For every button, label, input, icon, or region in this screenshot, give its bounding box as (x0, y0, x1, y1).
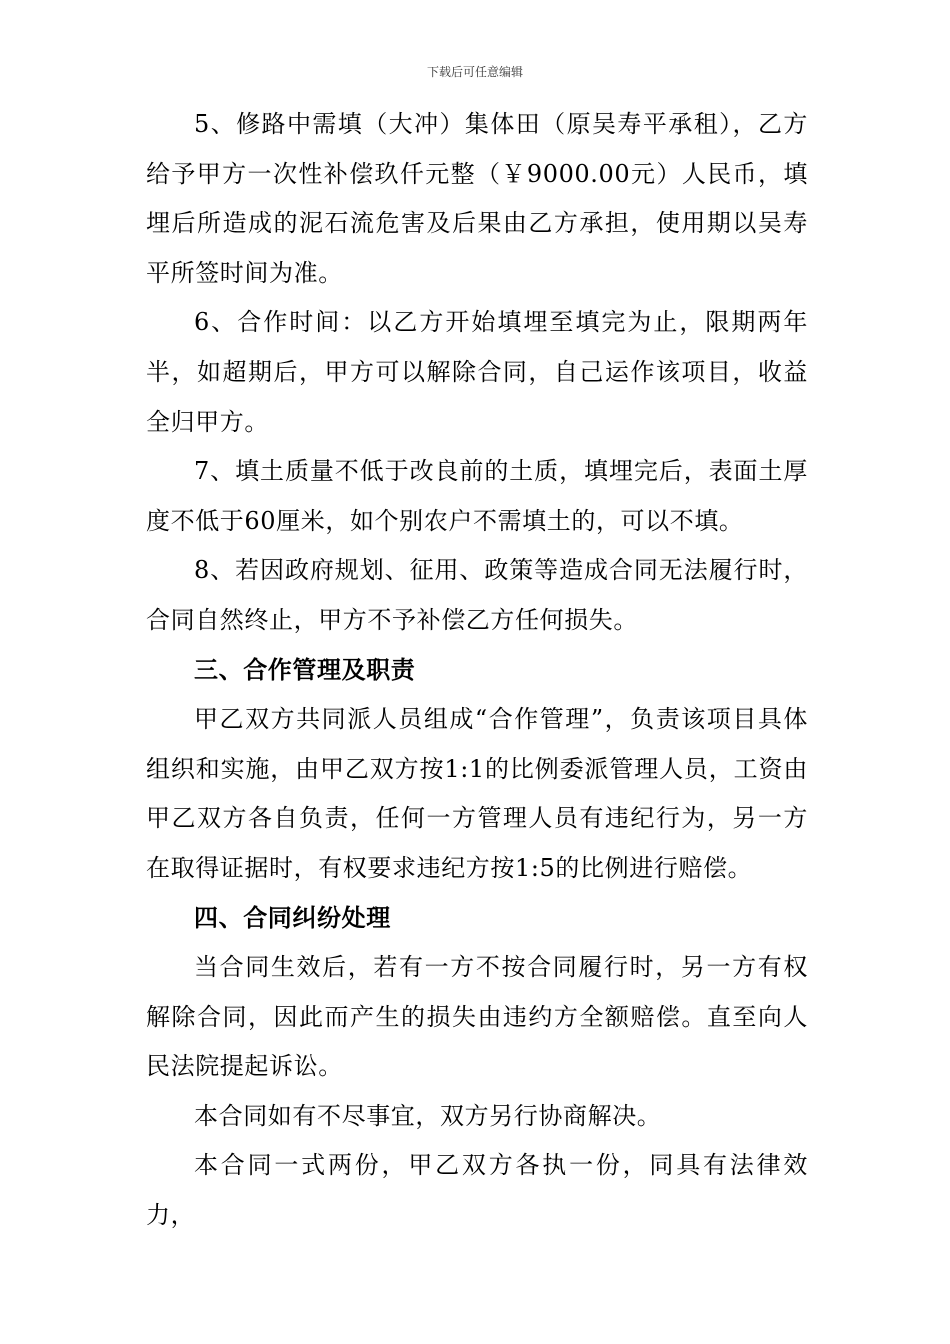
copies-clause: 本合同一式两份，甲乙双方各执一份，同具有法律效力， (146, 1151, 808, 1230)
clause-8: 8、若因政府规划、征用、政策等造成合同无法履行时，合同自然终止，甲方不予补偿乙方任何损失。 (146, 556, 808, 634)
clause-6: 6、合作时间：以乙方开始填埋至填完为止，限期两年半，如超期后，甲方可以解除合同，自己运作该项目，收益全归甲方。 (146, 308, 808, 436)
document-body (146, 100, 808, 1241)
clause-5: 5、修路中需填（大冲）集体田（原吴寿平承租），乙方给予甲方一次性补偿玖仟元整（￥9000.00元）人民币，填埋后所造成的泥石流危害及后果由乙方承担，使用期以吴寿平所签时间为准。 (146, 110, 808, 287)
section-3-body: 甲乙双方共同派人员组成“合作管理”，负责该项目具体组织和实施，由甲乙双方按1:1的比例委派管理人员，工资由甲乙双方各自负责，任何一方管理人员有违纪行为，另一方在取得证据时，有权要求违纪方按1:5的比例进行赔偿。 (146, 705, 808, 882)
misc-clause: 本合同如有不尽事宜，双方另行协商解决。 (194, 1101, 662, 1130)
section-4-heading: 四、合同纠纷处理 (194, 903, 391, 932)
page-header: 下载后可任意编辑 (426, 65, 523, 79)
section-4-body: 当合同生效后，若有一方不按合同履行时，另一方有权解除合同，因此而产生的损失由违约方全额赔偿。直至向人民法院提起诉讼。 (146, 953, 808, 1081)
clause-7: 7、填土质量不低于改良前的土质，填埋完后，表面土厚度不低于60厘米，如个别农户不需填土的，可以不填。 (146, 457, 808, 535)
section-3-heading: 三、合作管理及职责 (194, 655, 416, 684)
